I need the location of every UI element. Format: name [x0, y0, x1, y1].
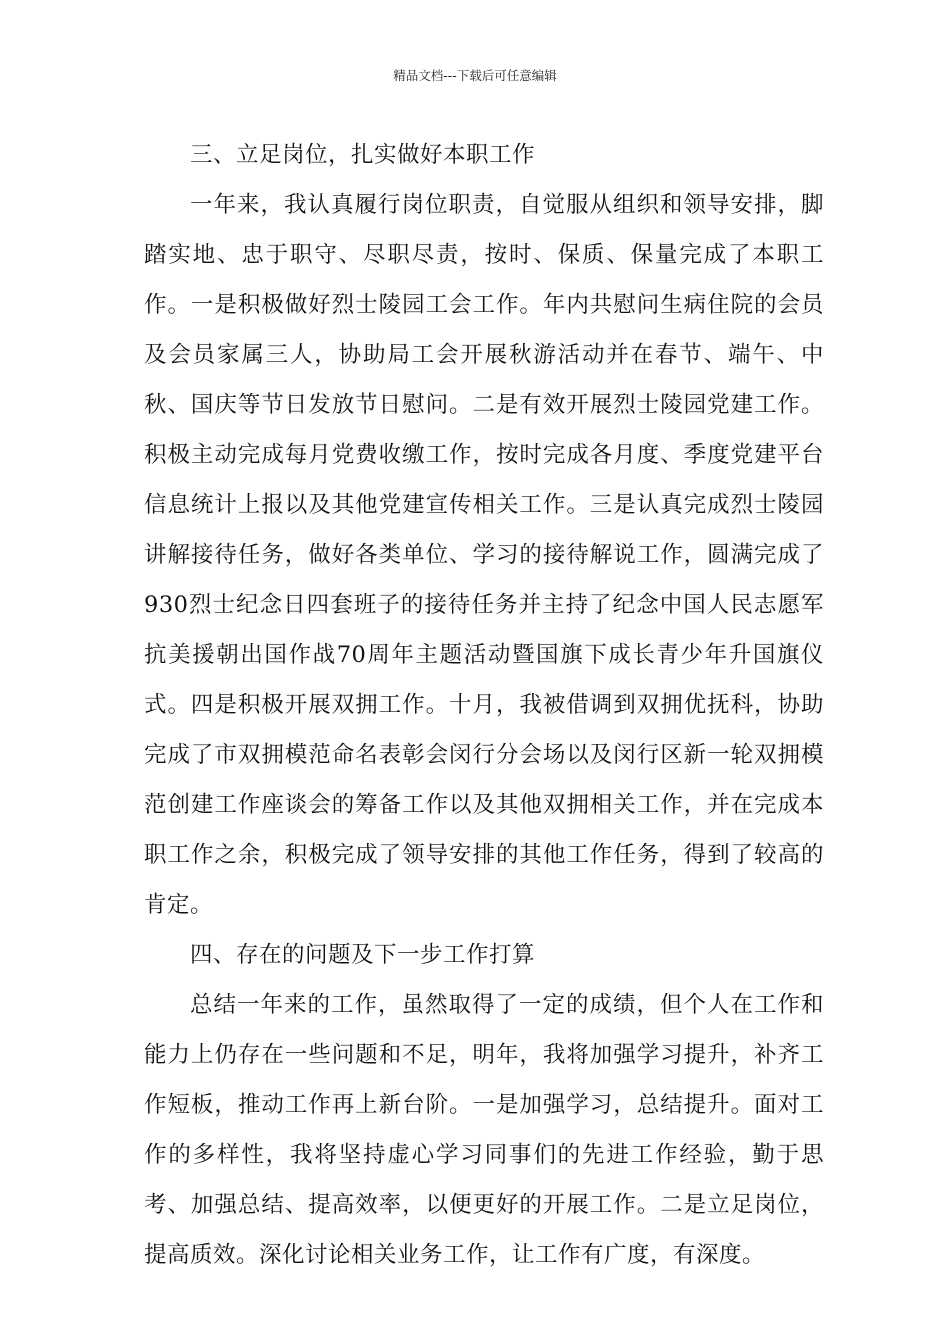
section-4-paragraph: 总结一年来的工作，虽然取得了一定的成绩，但个人在工作和能力上仍存在一些问题和不足，明年，我将加强学习提升，补齐工作短板，推动工作再上新台阶。一是加强学习，总结提升。面对工作的多样性，我将坚持虚心学习同事们的先进工作经验，勤于思考、加强总结、提高效率，以便更好的开展工作。二是立足岗位，提高质效。深化讨论相关业务工作，让工作有广度，有深度。 [144, 992, 824, 1268]
document-body [144, 130, 824, 1280]
page-header: 精品文档---下载后可任意编辑 [393, 68, 557, 83]
section-3-heading: 三、立足岗位，扎实做好本职工作 [190, 142, 536, 168]
section-4-heading: 四、存在的问题及下一步工作打算 [190, 942, 536, 968]
section-3-paragraph: 一年来，我认真履行岗位职责，自觉服从组织和领导安排，脚踏实地、忠于职守、尽职尽责，按时、保质、保量完成了本职工作。一是积极做好烈士陵园工会工作。年内共慰问生病住院的会员及会员家属三人，协助局工会开展秋游活动并在春节、端午、中秋、国庆等节日发放节日慰问。二是有效开展烈士陵园党建工作。积极主动完成每月党费收缴工作，按时完成各月度、季度党建平台信息统计上报以及其他党建宣传相关工作。三是认真完成烈士陵园讲解接待任务，做好各类单位、学习的接待解说工作，圆满完成了930烈士纪念日四套班子的接待任务并主持了纪念中国人民志愿军抗美援朝出国作战70周年主题活动暨国旗下成长青少年升国旗仪式。四是积极开展双拥工作。十月，我被借调到双拥优抚科，协助完成了市双拥模范命名表彰会闵行分会场以及闵行区新一轮双拥模范创建工作座谈会的筹备工作以及其他双拥相关工作，并在完成本职工作之余，积极完成了领导安排的其他工作任务，得到了较高的肯定。 [144, 192, 824, 918]
